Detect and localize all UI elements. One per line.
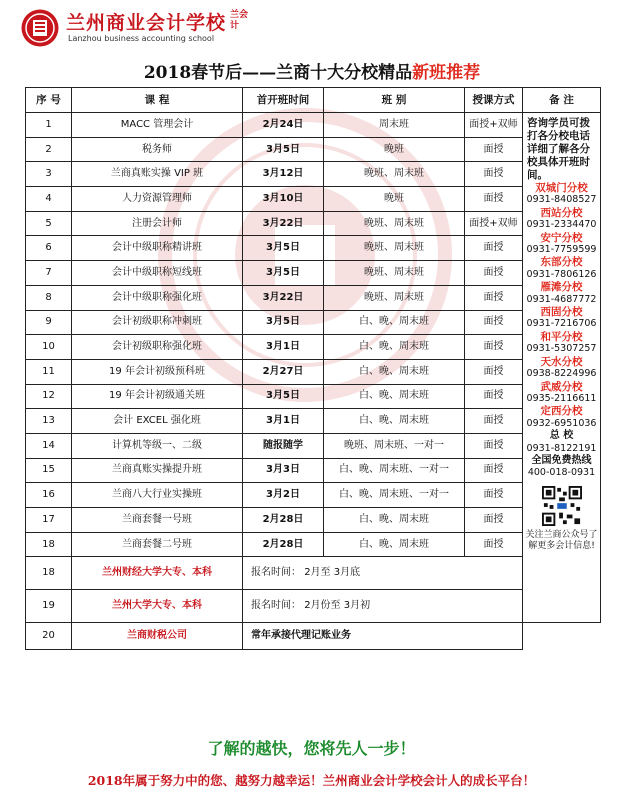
- table-row-special: [26, 557, 601, 590]
- row-date: 3月1日: [243, 335, 324, 360]
- row-date: 3月3日: [243, 458, 324, 483]
- school-header: [20, 6, 260, 50]
- branch-phone: 0931-5307257: [526, 343, 597, 355]
- branch-name: 东部分校: [540, 256, 583, 269]
- table-row-special: [26, 623, 601, 650]
- table-row: [26, 211, 601, 236]
- row-no: 11: [26, 359, 72, 384]
- branch-name: 定西分校: [540, 405, 583, 418]
- row-course: 兰商真账实操 VIP 班: [72, 162, 243, 187]
- school-logo-icon: [20, 8, 60, 48]
- row-class: 晚班、周末班: [324, 261, 465, 286]
- table-row: [26, 187, 601, 212]
- branch-phone: 0931-8408527: [526, 194, 597, 206]
- row-no: 15: [26, 458, 72, 483]
- row-course: 税务师: [72, 137, 243, 162]
- row-date: 3月10日: [243, 187, 324, 212]
- row-no: 19: [26, 590, 72, 623]
- hq-label: 总 校: [549, 430, 574, 442]
- row-no: 8: [26, 285, 72, 310]
- table-row: [26, 458, 601, 483]
- table-row: [26, 113, 601, 138]
- notes-column: [523, 113, 601, 623]
- branch-name: 西站分校: [540, 206, 583, 219]
- header-notes: 备 注: [523, 88, 601, 113]
- row-class: 晚班、周末班: [324, 162, 465, 187]
- row-class: 白、晚、周末班、一对一: [324, 458, 465, 483]
- row-course: 19 年会计初级通关班: [72, 384, 243, 409]
- row-no: 5: [26, 211, 72, 236]
- table-row: [26, 508, 601, 533]
- row-enroll-info: [243, 557, 523, 590]
- row-mode: 面授: [465, 458, 523, 483]
- row-mode: 面授: [465, 162, 523, 187]
- row-no: 18: [26, 557, 72, 590]
- row-service-info: 常年承接代理记账业务: [243, 623, 523, 650]
- row-course: 兰商真账实操提升班: [72, 458, 243, 483]
- row-no: 4: [26, 187, 72, 212]
- row-course: 兰州大学大专、本科: [72, 590, 243, 623]
- row-course: 兰商财税公司: [72, 623, 243, 650]
- branch-phone: 0931-7806126: [526, 268, 597, 280]
- course-table-wrapper: [25, 87, 600, 730]
- branch-phone: 0931-7759599: [526, 244, 597, 256]
- table-row: [26, 409, 601, 434]
- footer-tagline: 2018年属于努力中的您、越努力越幸运！兰州商业会计学校会计人的成长平台！: [87, 773, 536, 788]
- row-course: 会计初级职称强化班: [72, 335, 243, 360]
- table-row: [26, 359, 601, 384]
- branch-phone: 0932-6951036: [526, 417, 597, 429]
- row-date: 2月24日: [243, 113, 324, 138]
- row-date: 3月2日: [243, 483, 324, 508]
- row-class: 晚班、周末班: [324, 211, 465, 236]
- header-course: 课 程: [72, 88, 243, 113]
- branch-name: 天水分校: [540, 355, 583, 368]
- row-date: 3月5日: [243, 137, 324, 162]
- row-mode: 面授: [465, 508, 523, 533]
- row-mode: 面授: [465, 187, 523, 212]
- row-mode: 面授: [465, 384, 523, 409]
- row-course: 计算机等级一、二级: [72, 433, 243, 458]
- title-prefix: 2018春节后——兰商十大分校精品: [143, 63, 413, 83]
- table-row: [26, 162, 601, 187]
- row-date: 3月1日: [243, 409, 324, 434]
- row-class: 白、晚、周末班: [324, 310, 465, 335]
- header-date: 首开班时间: [243, 88, 324, 113]
- row-course: 会计 EXCEL 强化班: [72, 409, 243, 434]
- row-mode: 面授: [465, 359, 523, 384]
- enroll-label: 报名时间：: [251, 567, 301, 579]
- row-date: 随报随学: [243, 433, 324, 458]
- row-course: 兰州财经大学大专、本科: [72, 557, 243, 590]
- row-course: 19 年会计初级预科班: [72, 359, 243, 384]
- row-mode: 面授: [465, 335, 523, 360]
- row-class: 晚班、周末班: [324, 236, 465, 261]
- row-date: 2月27日: [243, 359, 324, 384]
- row-no: 13: [26, 409, 72, 434]
- row-class: 晚班: [324, 187, 465, 212]
- notes-intro: 咨询学员可拨打各分校电话详细了解各分校具体开班时间。: [527, 117, 590, 181]
- row-date: 3月22日: [243, 285, 324, 310]
- branch-phone: 0938-8224996: [526, 368, 597, 380]
- table-row: [26, 335, 601, 360]
- row-course: 人力资源管理师: [72, 187, 243, 212]
- row-no: 2: [26, 137, 72, 162]
- row-course: 兰商套餐一号班: [72, 508, 243, 533]
- row-class: 白、晚、周末班: [324, 384, 465, 409]
- row-no: 9: [26, 310, 72, 335]
- branch-phone: 0931-2334470: [526, 219, 597, 231]
- table-row: [26, 236, 601, 261]
- row-mode: 面授: [465, 483, 523, 508]
- row-date: 3月5日: [243, 384, 324, 409]
- table-row: [26, 532, 601, 557]
- row-no: 17: [26, 508, 72, 533]
- row-course: 注册会计师: [72, 211, 243, 236]
- header-mode: 授课方式: [465, 88, 523, 113]
- slogan: 了解的越快，您将先人一步！: [207, 739, 416, 758]
- header-class: 班 别: [324, 88, 465, 113]
- branch-name: 安宁分校: [540, 231, 583, 244]
- row-date: 3月22日: [243, 211, 324, 236]
- table-header-row: [26, 88, 601, 113]
- row-date: 2月28日: [243, 532, 324, 557]
- row-no: 12: [26, 384, 72, 409]
- row-class: 白、晚、周末班: [324, 532, 465, 557]
- row-no: 14: [26, 433, 72, 458]
- title-highlight: 新班推荐: [412, 63, 481, 83]
- row-mode: 面授: [465, 532, 523, 557]
- row-date: 3月5日: [243, 236, 324, 261]
- row-class: 白、晚、周末班: [324, 359, 465, 384]
- row-class: 白、晚、周末班、一对一: [324, 483, 465, 508]
- row-mode: 面授: [465, 409, 523, 434]
- row-mode: 面授+双师: [465, 211, 523, 236]
- row-no: 18: [26, 532, 72, 557]
- row-class: 白、晚、周末班: [324, 409, 465, 434]
- row-mode: 面授: [465, 261, 523, 286]
- row-course: 会计中级职称精讲班: [72, 236, 243, 261]
- row-course: 会计中级职称短线班: [72, 261, 243, 286]
- row-date: 2月28日: [243, 508, 324, 533]
- row-mode: 面授+双师: [465, 113, 523, 138]
- branch-name: 双城门分校: [535, 182, 588, 194]
- qr-caption: 关注兰商公众号了解更多会计信息!: [525, 529, 598, 551]
- row-enroll-info: [243, 590, 523, 623]
- row-mode: 面授: [465, 137, 523, 162]
- row-date: 3月12日: [243, 162, 324, 187]
- row-date: 3月5日: [243, 261, 324, 286]
- school-name-cn: 兰州商业会计学校: [66, 12, 227, 34]
- table-row: [26, 137, 601, 162]
- enroll-value: 2月份至 3月初: [304, 600, 371, 612]
- table-row: [26, 483, 601, 508]
- qr-code-icon: [542, 486, 582, 526]
- row-mode: 面授: [465, 285, 523, 310]
- branch-phone: 0931-7216706: [526, 318, 597, 330]
- branch-phone: 0935-2116611: [526, 392, 597, 404]
- row-course: 兰商八大行业实操班: [72, 483, 243, 508]
- row-class: 白、晚、周末班: [324, 335, 465, 360]
- row-no: 6: [26, 236, 72, 261]
- hotline-number: 400-018-0931: [527, 467, 596, 479]
- row-class: 周末班: [324, 113, 465, 138]
- branch-phone: 0931-4687772: [526, 293, 597, 305]
- table-row: [26, 384, 601, 409]
- row-course: MACC 管理会计: [72, 113, 243, 138]
- row-no: 3: [26, 162, 72, 187]
- branch-name: 武威分校: [540, 380, 583, 393]
- row-no: 16: [26, 483, 72, 508]
- enroll-value: 2月至 3月底: [304, 567, 361, 579]
- table-row: [26, 285, 601, 310]
- table-row: [26, 433, 601, 458]
- row-date: 3月5日: [243, 310, 324, 335]
- row-mode: 面授: [465, 433, 523, 458]
- header-no: 序 号: [26, 88, 72, 113]
- row-class: 白、晚、周末班: [324, 508, 465, 533]
- school-name-en: Lanzhou business accounting school: [68, 34, 215, 43]
- row-course: 兰商套餐二号班: [72, 532, 243, 557]
- table-row-special: [26, 590, 601, 623]
- row-class: 晚班: [324, 137, 465, 162]
- page-title: [24, 58, 600, 83]
- row-class: 晚班、周末班、一对一: [324, 433, 465, 458]
- hq-phone: 0931-8122191: [526, 442, 597, 454]
- branch-name: 和平分校: [540, 330, 583, 343]
- row-no: 10: [26, 335, 72, 360]
- hotline-label: 全国免费热线: [531, 454, 592, 466]
- enroll-label: 报名时间：: [251, 600, 301, 612]
- branch-name: 西固分校: [540, 306, 583, 319]
- table-row: [26, 261, 601, 286]
- row-mode: 面授: [465, 236, 523, 261]
- row-no: 7: [26, 261, 72, 286]
- row-course: 会计初级职称冲刺班: [72, 310, 243, 335]
- row-course: 会计中级职称强化班: [72, 285, 243, 310]
- table-row: [26, 310, 601, 335]
- row-no: 20: [26, 623, 72, 650]
- row-mode: 面授: [465, 310, 523, 335]
- row-no: 1: [26, 113, 72, 138]
- branch-name: 雁滩分校: [540, 281, 583, 294]
- school-seal: 兰会计: [230, 10, 249, 31]
- row-class: 晚班、周末班: [324, 285, 465, 310]
- course-table: [25, 87, 601, 650]
